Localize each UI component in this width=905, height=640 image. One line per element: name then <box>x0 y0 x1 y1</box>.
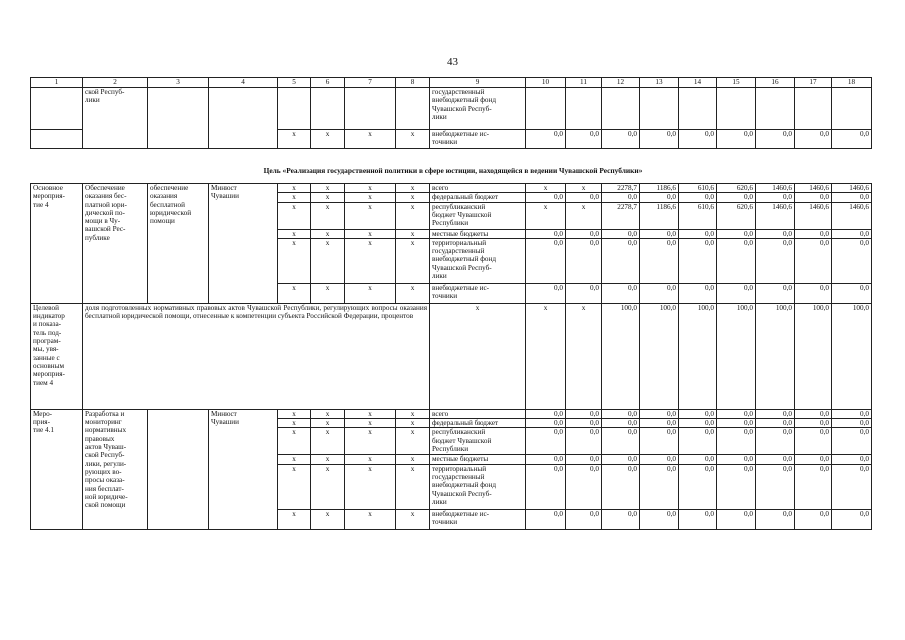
value-cell: 0,0 <box>566 238 602 283</box>
code-cell: x <box>345 428 396 455</box>
indicator-text-cell: доля подготовленных нормативных правовых актов Чувашской Республики, регулирующих вопросы оказания бесплатной юридической помощи, отнесенные к компетенции субъекта Российской Федерации, процентов <box>83 303 430 409</box>
value-cell: 0,0 <box>717 229 756 238</box>
value-cell: 0,0 <box>602 229 640 238</box>
code-cell: x <box>396 283 430 303</box>
code-cell: x <box>345 455 396 464</box>
value-cell: 0,0 <box>602 419 640 428</box>
value-cell: 0,0 <box>832 130 872 149</box>
value-cell: 0,0 <box>832 283 872 303</box>
value-cell: 0,0 <box>640 428 679 455</box>
funding-source-cell: местные бюджеты <box>430 455 526 464</box>
value-cell: 0,0 <box>640 229 679 238</box>
code-cell: x <box>311 455 345 464</box>
cell: x <box>278 130 311 149</box>
code-cell: x <box>396 184 430 193</box>
code-cell: x <box>345 229 396 238</box>
code-cell: x <box>311 419 345 428</box>
funding-source-cell: внебюджетные ис- точники <box>430 283 526 303</box>
column-number-header-cell: 5 <box>278 78 311 88</box>
value-cell: 0,0 <box>717 455 756 464</box>
cell <box>31 88 83 130</box>
value-cell: 1460,6 <box>832 184 872 193</box>
value-cell: 0,0 <box>795 409 832 418</box>
cell <box>795 88 832 130</box>
indicator-label-cell: Целевой индикатор и показа- тель под- програм- мы, увя- занные с основным мероприя- тием 4 <box>31 303 83 409</box>
funding-source-cell: федеральный бюджет <box>430 193 526 202</box>
value-cell: 0,0 <box>602 283 640 303</box>
value-cell: 0,0 <box>602 193 640 202</box>
funding-source-cell: территориальный государственный внебюджетный фонд Чувашской Респуб- лики <box>430 464 526 509</box>
code-cell: x <box>278 193 311 202</box>
column-number-header-cell: 10 <box>526 78 566 88</box>
value-cell: 1460,6 <box>832 202 872 229</box>
value-cell: 0,0 <box>756 455 795 464</box>
value-cell: 0,0 <box>602 455 640 464</box>
column-number-header-cell: 4 <box>209 78 278 88</box>
value-cell: 0,0 <box>566 229 602 238</box>
event-name-cell: Разработка и мониторинг нормативных правовых актов Чуваш- ской Респуб- лики, регули- рующих во- просы оказа- ния бесплат- ной юридиче- ской помощи <box>83 409 148 529</box>
cell <box>717 88 756 130</box>
event-name-cell: Обеспечение оказания бес- платной юри- дической по- мощи в Чу- вашской Рес- публике <box>83 184 148 304</box>
event-goal-cell: обеспечение оказания бесплатной юридической помощи <box>148 184 209 304</box>
code-cell: x <box>311 184 345 193</box>
value-cell: 0,0 <box>526 229 566 238</box>
value-cell: 0,0 <box>717 283 756 303</box>
value-cell: 1186,6 <box>640 202 679 229</box>
value-cell: 0,0 <box>795 455 832 464</box>
cell: x <box>345 130 396 149</box>
code-cell: x <box>278 509 311 529</box>
value-cell: 0,0 <box>640 283 679 303</box>
value-cell: 620,6 <box>717 202 756 229</box>
value-cell: 100,0 <box>679 303 717 409</box>
value-cell: 0,0 <box>640 238 679 283</box>
value-cell: 610,6 <box>679 184 717 193</box>
value-cell: 0,0 <box>832 193 872 202</box>
cell <box>345 88 396 130</box>
value-cell: x <box>566 184 602 193</box>
column-number-header-cell: 13 <box>640 78 679 88</box>
value-cell: 0,0 <box>679 283 717 303</box>
column-number-header-cell: 15 <box>717 78 756 88</box>
funding-source-cell: всего <box>430 184 526 193</box>
code-cell: x <box>345 193 396 202</box>
goal-heading: Цель «Реализация государственной политики в сфере юстиции, находящейся в ведении Чувашской Республики» <box>263 166 643 175</box>
cell <box>756 88 795 130</box>
event-code-cell: Основное мероприя- тие 4 <box>31 184 83 304</box>
value-cell: 0,0 <box>679 409 717 418</box>
value-cell: 0,0 <box>795 283 832 303</box>
value-cell: 0,0 <box>795 238 832 283</box>
value-cell: 0,0 <box>756 509 795 529</box>
value-cell: 0,0 <box>602 130 640 149</box>
value-cell: 0,0 <box>756 428 795 455</box>
cell <box>566 88 602 130</box>
code-cell: x <box>396 455 430 464</box>
code-cell: x <box>396 193 430 202</box>
value-cell: 0,0 <box>566 409 602 418</box>
page-number: 43 <box>447 56 458 68</box>
value-cell: 0,0 <box>717 193 756 202</box>
cell <box>278 88 311 130</box>
value-cell: 0,0 <box>795 229 832 238</box>
program-table-continued <box>30 77 872 149</box>
value-cell: 610,6 <box>679 202 717 229</box>
value-cell: 620,6 <box>717 184 756 193</box>
funding-source-cell: республиканский бюджет Чувашской Республики <box>430 428 526 455</box>
value-cell: 0,0 <box>526 130 566 149</box>
cell <box>640 88 679 130</box>
executor-cell: Минюст Чувашии <box>209 184 278 304</box>
value-cell: 0,0 <box>717 428 756 455</box>
value-cell: 0,0 <box>756 419 795 428</box>
value-cell: 0,0 <box>756 229 795 238</box>
value-cell: 0,0 <box>679 193 717 202</box>
funding-source-cell: внебюджетные ис- точники <box>430 509 526 529</box>
value-cell: 0,0 <box>679 238 717 283</box>
value-cell: x <box>566 202 602 229</box>
value-cell: 1460,6 <box>795 202 832 229</box>
value-cell: 1460,6 <box>756 202 795 229</box>
column-number-header-cell: 11 <box>566 78 602 88</box>
code-cell: x <box>345 419 396 428</box>
indicator-row <box>31 303 872 409</box>
funding-source-cell: внебюджетные ис- точники <box>430 130 526 149</box>
value-cell: x <box>526 303 566 409</box>
code-cell: x <box>396 419 430 428</box>
value-cell: 0,0 <box>526 238 566 283</box>
value-cell: 0,0 <box>832 419 872 428</box>
value-cell: 0,0 <box>717 509 756 529</box>
value-cell: 0,0 <box>756 464 795 509</box>
value-cell: 100,0 <box>832 303 872 409</box>
value-cell: 0,0 <box>566 509 602 529</box>
value-cell: 0,0 <box>679 464 717 509</box>
value-cell: 0,0 <box>795 193 832 202</box>
value-cell: 0,0 <box>679 428 717 455</box>
column-number-header-cell: 7 <box>345 78 396 88</box>
code-cell: x <box>278 229 311 238</box>
event-code-cell: Меро- прия- тие 4.1 <box>31 409 83 529</box>
value-cell: 0,0 <box>640 455 679 464</box>
program-table <box>30 183 872 530</box>
value-cell: 0,0 <box>566 455 602 464</box>
value-cell: 0,0 <box>756 283 795 303</box>
code-cell: x <box>396 509 430 529</box>
column-number-header-cell: 9 <box>430 78 526 88</box>
value-cell: 0,0 <box>526 409 566 418</box>
code-cell: x <box>311 229 345 238</box>
value-cell: 0,0 <box>679 455 717 464</box>
value-cell: 0,0 <box>832 238 872 283</box>
cell <box>679 88 717 130</box>
column-number-header-cell: 8 <box>396 78 430 88</box>
value-cell: 0,0 <box>566 464 602 509</box>
funding-source-cell: государственный внебюджетный фонд Чувашской Респуб- лики <box>430 88 526 130</box>
value-cell: 0,0 <box>526 464 566 509</box>
column-number-header-cell: 1 <box>31 78 83 88</box>
code-cell: x <box>345 464 396 509</box>
value-cell: 0,0 <box>717 409 756 418</box>
column-number-header <box>31 78 872 88</box>
value-cell: 0,0 <box>717 419 756 428</box>
value-cell: 0,0 <box>832 455 872 464</box>
column-number-header-cell: 18 <box>832 78 872 88</box>
value-cell: 2278,7 <box>602 184 640 193</box>
event-goal-cell <box>148 409 209 529</box>
code-cell: x <box>311 464 345 509</box>
value-cell: 1186,6 <box>640 184 679 193</box>
value-cell: 0,0 <box>640 193 679 202</box>
code-cell: x <box>311 428 345 455</box>
value-cell: 0,0 <box>756 238 795 283</box>
value-cell: 0,0 <box>526 283 566 303</box>
value-cell: 0,0 <box>526 509 566 529</box>
value-cell: 0,0 <box>832 409 872 418</box>
value-cell: 0,0 <box>832 464 872 509</box>
code-cell: x <box>396 202 430 229</box>
code-cell: x <box>430 303 526 409</box>
code-cell: x <box>278 202 311 229</box>
code-cell: x <box>345 283 396 303</box>
code-cell: x <box>311 238 345 283</box>
value-cell: 0,0 <box>679 419 717 428</box>
funding-source-cell: республиканский бюджет Чувашской Республики <box>430 202 526 229</box>
value-cell: x <box>526 202 566 229</box>
value-cell: 0,0 <box>566 193 602 202</box>
code-cell: x <box>278 283 311 303</box>
value-cell: 0,0 <box>640 509 679 529</box>
column-number-header-cell: 12 <box>602 78 640 88</box>
value-cell: 0,0 <box>795 419 832 428</box>
value-cell: x <box>566 303 602 409</box>
code-cell: x <box>345 509 396 529</box>
value-cell: 0,0 <box>566 130 602 149</box>
value-cell: 0,0 <box>795 464 832 509</box>
cell <box>602 88 640 130</box>
event-name-cell: ской Респуб- лики <box>83 88 148 149</box>
value-cell: 0,0 <box>566 428 602 455</box>
table-row <box>31 88 872 130</box>
code-cell: x <box>311 202 345 229</box>
value-cell: 0,0 <box>795 509 832 529</box>
column-number-header-cell: 2 <box>83 78 148 88</box>
table-row <box>31 409 872 418</box>
value-cell: 0,0 <box>526 419 566 428</box>
code-cell: x <box>345 409 396 418</box>
value-cell: 0,0 <box>679 509 717 529</box>
value-cell: 0,0 <box>832 428 872 455</box>
value-cell: 0,0 <box>566 419 602 428</box>
value-cell: 0,0 <box>640 409 679 418</box>
code-cell: x <box>278 464 311 509</box>
value-cell: 0,0 <box>795 428 832 455</box>
column-number-header-cell: 16 <box>756 78 795 88</box>
table-row <box>31 184 872 193</box>
value-cell: 0,0 <box>832 509 872 529</box>
value-cell: x <box>526 184 566 193</box>
cell <box>148 88 209 149</box>
value-cell: 0,0 <box>640 419 679 428</box>
value-cell: 0,0 <box>602 428 640 455</box>
code-cell: x <box>396 464 430 509</box>
funding-source-cell: федеральный бюджет <box>430 419 526 428</box>
cell <box>526 88 566 130</box>
code-cell: x <box>278 409 311 418</box>
code-cell: x <box>345 238 396 283</box>
executor-cell: Минюст Чувашии <box>209 409 278 529</box>
column-number-header-cell: 17 <box>795 78 832 88</box>
value-cell: 0,0 <box>526 455 566 464</box>
code-cell: x <box>311 283 345 303</box>
code-cell: x <box>278 184 311 193</box>
value-cell: 0,0 <box>832 229 872 238</box>
code-cell: x <box>278 428 311 455</box>
value-cell: 0,0 <box>602 464 640 509</box>
value-cell: 100,0 <box>717 303 756 409</box>
funding-source-cell: местные бюджеты <box>430 229 526 238</box>
value-cell: 0,0 <box>526 193 566 202</box>
value-cell: 0,0 <box>526 428 566 455</box>
code-cell: x <box>345 184 396 193</box>
code-cell: x <box>311 509 345 529</box>
code-cell: x <box>278 238 311 283</box>
funding-source-cell: всего <box>430 409 526 418</box>
value-cell: 0,0 <box>717 464 756 509</box>
cell <box>31 130 83 149</box>
value-cell: 0,0 <box>679 130 717 149</box>
code-cell: x <box>278 455 311 464</box>
value-cell: 2278,7 <box>602 202 640 229</box>
value-cell: 0,0 <box>566 283 602 303</box>
value-cell: 0,0 <box>602 509 640 529</box>
value-cell: 0,0 <box>640 130 679 149</box>
value-cell: 100,0 <box>756 303 795 409</box>
value-cell: 0,0 <box>717 238 756 283</box>
value-cell: 0,0 <box>795 130 832 149</box>
value-cell: 0,0 <box>756 193 795 202</box>
code-cell: x <box>396 409 430 418</box>
cell <box>396 88 430 130</box>
code-cell: x <box>396 238 430 283</box>
value-cell: 0,0 <box>756 409 795 418</box>
value-cell: 0,0 <box>717 130 756 149</box>
value-cell: 100,0 <box>640 303 679 409</box>
code-cell: x <box>396 428 430 455</box>
value-cell: 100,0 <box>602 303 640 409</box>
code-cell: x <box>311 409 345 418</box>
code-cell: x <box>311 193 345 202</box>
value-cell: 1460,6 <box>756 184 795 193</box>
value-cell: 0,0 <box>602 409 640 418</box>
value-cell: 0,0 <box>756 130 795 149</box>
value-cell: 0,0 <box>602 238 640 283</box>
column-number-header-cell: 14 <box>679 78 717 88</box>
value-cell: 1460,6 <box>795 184 832 193</box>
code-cell: x <box>345 202 396 229</box>
cell: x <box>396 130 430 149</box>
cell: x <box>311 130 345 149</box>
code-cell: x <box>396 229 430 238</box>
value-cell: 0,0 <box>640 464 679 509</box>
funding-source-cell: территориальный государственный внебюджетный фонд Чувашской Респуб- лики <box>430 238 526 283</box>
cell <box>832 88 872 130</box>
cell <box>311 88 345 130</box>
cell <box>209 88 278 149</box>
value-cell: 0,0 <box>679 229 717 238</box>
column-number-header-cell: 3 <box>148 78 209 88</box>
column-number-header-cell: 6 <box>311 78 345 88</box>
value-cell: 100,0 <box>795 303 832 409</box>
code-cell: x <box>278 419 311 428</box>
